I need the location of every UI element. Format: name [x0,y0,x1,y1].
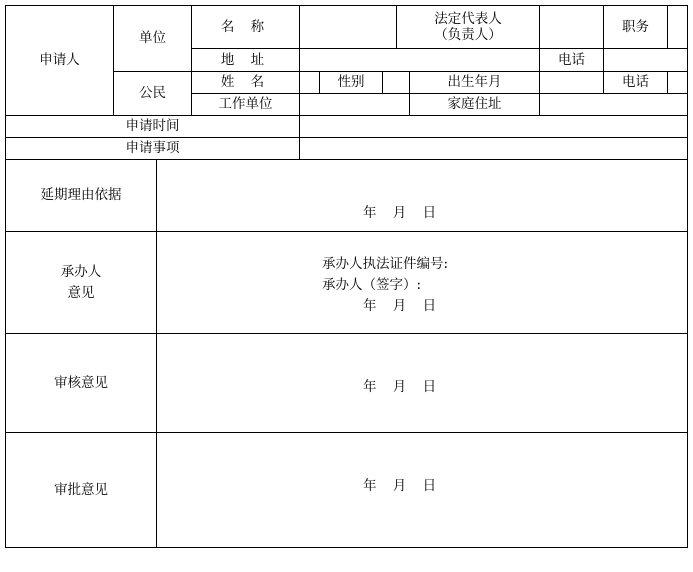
legal-representative-value[interactable] [540,6,603,48]
handler-opinion-label [6,232,156,333]
legal-rep-line1: 法定代表人 [434,10,502,27]
delay-reason-label: 延期理由依据 [40,187,122,204]
legal-rep-line2: （负责人） [434,27,502,43]
handler-label-line2: 意见 [67,284,95,301]
apply-time-label: 申请时间 [125,118,180,135]
apply-matter-label: 申请事项 [125,140,180,157]
name-label: 名 称 [220,18,271,35]
delay-reason-date: 年 月 日 [363,205,443,221]
gender-label: 性别 [337,74,365,91]
approval-opinion-label: 审批意见 [54,481,108,498]
birth-label: 出生年月 [447,74,502,91]
handler-label-line1: 承办人 [60,264,102,281]
position-label: 职务 [622,18,649,35]
phone-label: 电话 [558,51,585,68]
address-value[interactable] [300,49,539,71]
position-value[interactable] [668,6,687,48]
person-name-label: 姓 名 [220,74,271,91]
applicant-label: 申请人 [39,52,80,69]
work-unit-value[interactable] [300,94,409,115]
home-address-label: 家庭住址 [447,96,502,113]
person-name-value[interactable] [300,72,319,93]
legal-representative-label [397,6,539,48]
handler-date: 年 月 日 [363,298,443,314]
citizen-label: 公民 [139,85,166,102]
phone2-value[interactable] [668,72,687,93]
unit-label: 单位 [139,30,166,47]
review-date: 年 月 日 [363,379,443,395]
work-unit-label: 工作单位 [218,96,273,113]
phone2-label: 电话 [622,74,649,91]
apply-matter-value[interactable] [300,138,687,159]
gender-value[interactable] [383,72,409,93]
apply-time-value[interactable] [300,116,687,137]
birth-value[interactable] [540,72,603,93]
handler-signature: 承办人（签字）: [322,277,422,293]
handler-cert-number: 承办人执法证件编号: [322,256,449,272]
phone-value[interactable] [604,49,687,71]
approval-date: 年 月 日 [363,478,443,494]
home-address-value[interactable] [540,94,687,115]
review-opinion-label: 审核意见 [54,374,108,391]
address-label: 地 址 [220,51,271,68]
name-value[interactable] [300,6,396,48]
